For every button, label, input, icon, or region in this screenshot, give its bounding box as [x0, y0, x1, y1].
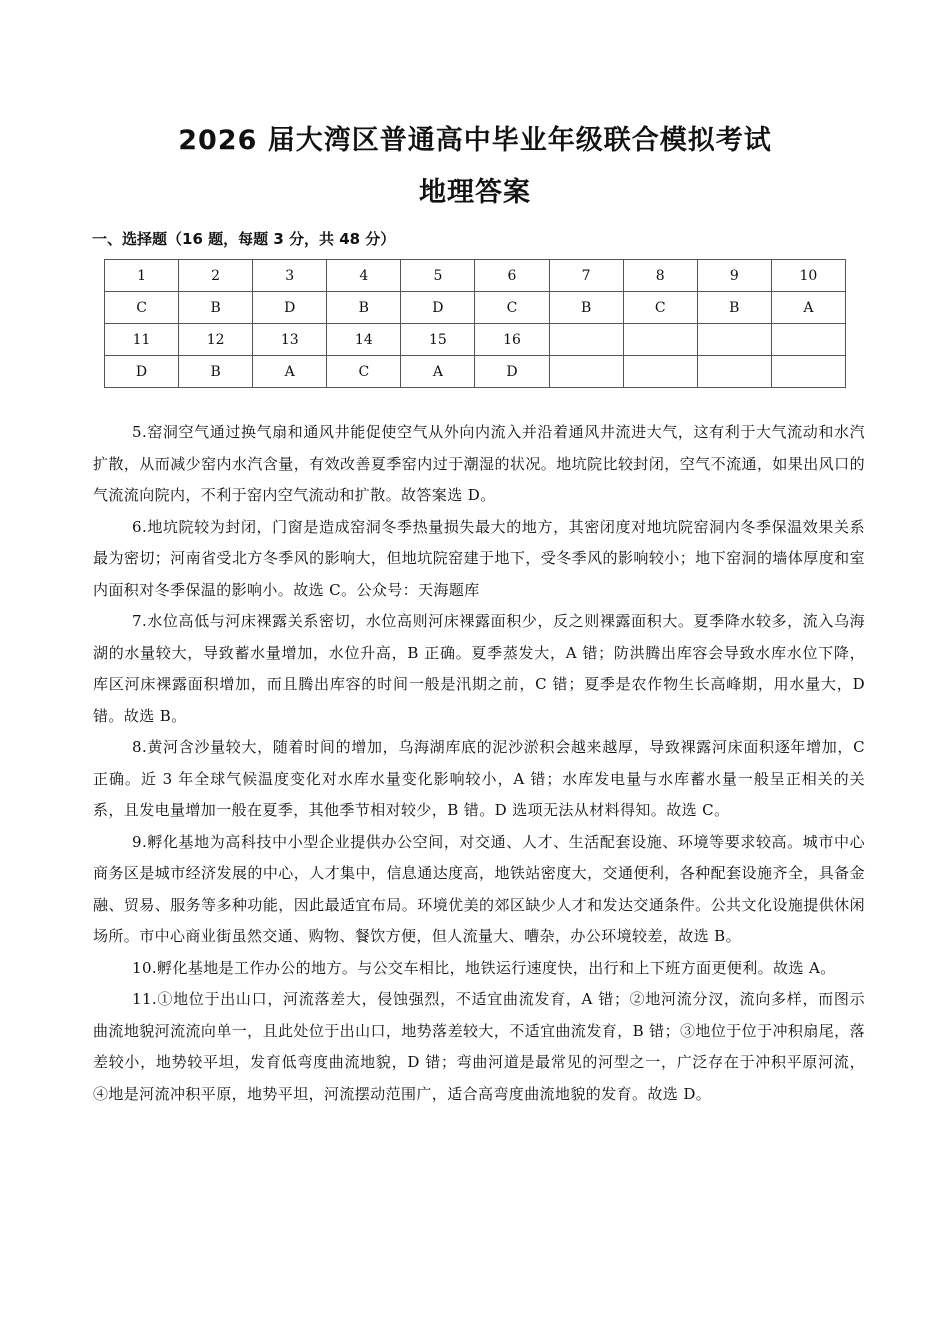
explanation-paragraph: 10.孵化基地是工作办公的地方。与公交车相比，地铁运行速度快，出行和上下班方面更便利。故选 A。 — [132, 958, 836, 977]
table-cell: 4 — [327, 260, 401, 292]
table-row — [105, 356, 846, 388]
explanation-paragraph: 5.窑洞空气通过换气扇和通风井能促使空气从外向内流入并沿着通风井流进大气，这有利于大气流动和水汽扩散，从而减少窑内水汽含量，有效改善夏季窑内过于潮湿的状况。地坑院比较封闭，空气不流通，如果出风口的气流流向院内，不利于窑内空气流动和扩散。故答案选 D。 — [93, 423, 865, 504]
table-cell — [697, 324, 771, 356]
answer-table — [104, 259, 846, 388]
table-cell: 9 — [697, 260, 771, 292]
explanation-paragraph: 9.孵化基地为高科技中小型企业提供办公空间，对交通、人才、生活配套设施、环境等要求较高。城市中心商务区是城市经济发展的中心，人才集中，信息通达度高，地铁站密度大，交通便利，各种配套设施齐全，具备金融、贸易、服务等多种功能，因此最适宜布局。环境优美的郊区缺少人才和发达交通条件。公共文化设施提供休闲场所。市中心商业街虽然交通、购物、餐饮方便，但人流量大、嘈杂，办公环境较差，故选 B。 — [93, 832, 865, 945]
table-cell: C — [105, 292, 179, 324]
table-cell: A — [253, 356, 327, 388]
table-cell: 5 — [401, 260, 475, 292]
table-cell: 10 — [771, 260, 845, 292]
table-cell — [623, 324, 697, 356]
table-cell: D — [401, 292, 475, 324]
page-title: 2026 届大湾区普通高中毕业年级联合模拟考试 — [178, 125, 772, 156]
table-cell: B — [179, 356, 253, 388]
table-cell: 15 — [401, 324, 475, 356]
table-row — [105, 324, 846, 356]
table-cell: D — [105, 356, 179, 388]
page-subtitle: 地理答案 — [419, 177, 531, 208]
table-cell: 6 — [475, 260, 549, 292]
table-cell: B — [179, 292, 253, 324]
explanations — [93, 417, 865, 1110]
table-cell: A — [771, 292, 845, 324]
explanation-paragraph: 11.①地位于出山口，河流落差大，侵蚀强烈，不适宜曲流发育，A 错；②地河流分汊，流向多样，而图示曲流地貌河流流向单一，且此处位于出山口，地势落差较大，不适宜曲流发育，B 错；③地位于位于冲积扇尾，落差较小，地势较平坦，发育低弯度曲流地貌，D 错；弯曲河道是最常见的河型之一，广泛存在于冲积平原河流，④地是河流冲积平原，地势平坦，河流摆动范围广，适合高弯度曲流地貌的发育。故选 D。 — [93, 990, 865, 1103]
table-cell — [771, 324, 845, 356]
table-cell — [549, 324, 623, 356]
table-cell: D — [475, 356, 549, 388]
table-cell: B — [549, 292, 623, 324]
table-cell: 8 — [623, 260, 697, 292]
explanation-paragraph: 8.黄河含沙量较大，随着时间的增加，乌海湖库底的泥沙淤积会越来越厚，导致裸露河床面积逐年增加，C 正确。近 3 年全球气候温度变化对水库水量变化影响较小，A 错；水库发电量与水库蓄水量一般呈正相关的关系，且发电量增加一般在夏季，其他季节相对较少，B 错。D 选项无法从材料得知。故选 C。 — [93, 738, 865, 819]
explanation-paragraph: 6.地坑院较为封闭，门窗是造成窑洞冬季热量损失最大的地方，其密闭度对地坑院窑洞内冬季保温效果关系最为密切；河南省受北方冬季风的影响大，但地坑院窑建于地下，受冬季风的影响较小；地下窑洞的墙体厚度和室内面积对冬季保温的影响小。故选 C。公众号：天海题库 — [93, 517, 865, 599]
table-cell: B — [697, 292, 771, 324]
table-cell: C — [327, 356, 401, 388]
table-row — [105, 292, 846, 324]
table-cell: 13 — [253, 324, 327, 356]
table-cell: 2 — [179, 260, 253, 292]
table-cell: 3 — [253, 260, 327, 292]
table-cell — [549, 356, 623, 388]
table-cell: C — [475, 292, 549, 324]
table-cell: D — [253, 292, 327, 324]
table-row — [105, 260, 846, 292]
table-cell: 1 — [105, 260, 179, 292]
explanation-paragraph: 7.水位高低与河床裸露关系密切，水位高则河床裸露面积少，反之则裸露面积大。夏季降水较多，流入乌海湖的水量较大，导致蓄水量增加，水位升高，B 正确。夏季蒸发大，A 错；防洪腾出库容会导致水库水位下降，库区河床裸露面积增加，而且腾出库容的时间一般是汛期之前，C 错；夏季是农作物生长高峰期，用水量大，D 错。故选 B。 — [93, 612, 865, 725]
table-cell — [697, 356, 771, 388]
table-cell: 7 — [549, 260, 623, 292]
table-cell: 11 — [105, 324, 179, 356]
table-cell: C — [623, 292, 697, 324]
table-cell: A — [401, 356, 475, 388]
section-heading-choice: 一、选择题（16 题，每题 3 分，共 48 分） — [92, 230, 396, 248]
table-cell: 16 — [475, 324, 549, 356]
table-cell — [623, 356, 697, 388]
table-cell: B — [327, 292, 401, 324]
table-cell: 12 — [179, 324, 253, 356]
table-cell — [771, 356, 845, 388]
table-cell: 14 — [327, 324, 401, 356]
